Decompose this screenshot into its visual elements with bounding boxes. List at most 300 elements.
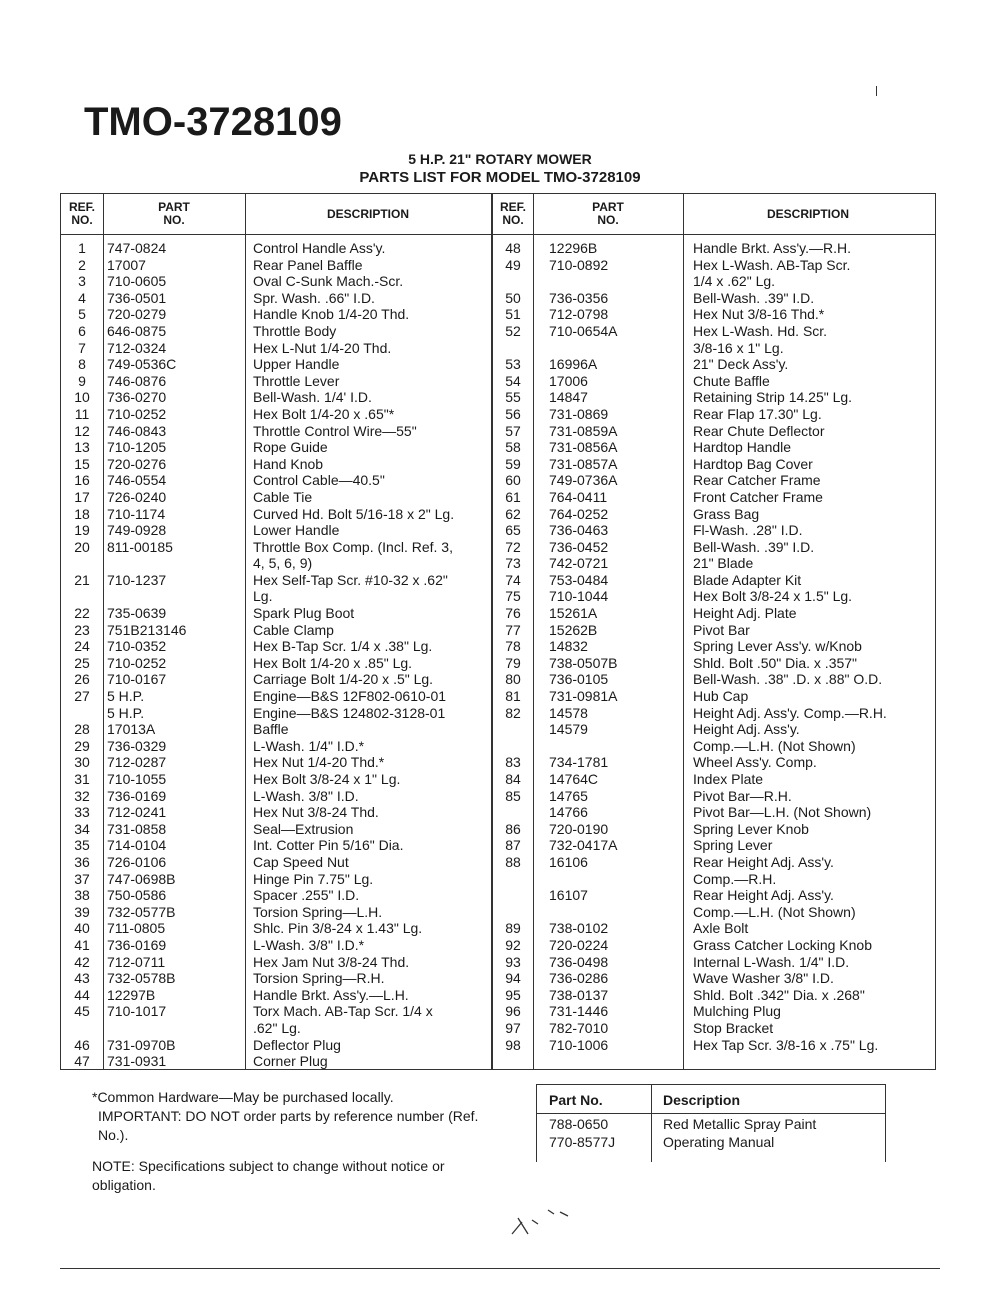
- part-no: 711-0805: [107, 920, 166, 937]
- table-row: [61, 804, 491, 821]
- table-row: [493, 306, 935, 323]
- description: Comp.—R.H.: [693, 870, 777, 887]
- part-no: 731-0859A: [549, 422, 618, 439]
- table-row: [493, 854, 935, 871]
- ref-no: 94: [505, 970, 521, 987]
- part-no: 731-0869: [549, 405, 609, 422]
- description: Control Handle Ass'y.: [253, 240, 386, 256]
- ref-no: 26: [74, 671, 90, 688]
- ref-no: 53: [505, 356, 521, 373]
- ref-no: 28: [74, 721, 90, 738]
- table-row: [493, 1003, 935, 1020]
- table-header: [61, 194, 491, 235]
- table-row: [61, 721, 491, 738]
- parts-rows-right: [493, 240, 935, 1053]
- extras-description: Red Metallic Spray Paint: [663, 1116, 817, 1132]
- part-no: 14579: [549, 721, 588, 738]
- part-no: 720-0224: [549, 936, 609, 953]
- ref-no: 38: [74, 887, 90, 904]
- table-row: [61, 340, 491, 357]
- description: Hex Nut 3/8-24 Thd.: [253, 804, 379, 821]
- description-header: [683, 194, 933, 234]
- table-row: [493, 688, 935, 705]
- description: Grass Bag: [693, 505, 760, 522]
- part-no: 710-0352: [107, 638, 167, 655]
- ref-no: 95: [505, 986, 521, 1003]
- part-no: 738-0507B: [549, 654, 618, 671]
- part-no: 764-0252: [549, 505, 609, 522]
- part-header-line2: NO.: [597, 213, 619, 227]
- ref-no: 29: [74, 737, 90, 754]
- table-row: [61, 356, 491, 373]
- table-header: [493, 194, 935, 235]
- part-no: 710-0605: [107, 273, 167, 290]
- table-row: [61, 887, 491, 904]
- description: Pivot Bar—L.H. (Not Shown): [693, 804, 872, 821]
- ref-no: 44: [74, 986, 90, 1003]
- description: Pivot Bar: [693, 621, 750, 638]
- part-no: 731-0857A: [549, 455, 618, 472]
- table-row: [61, 389, 491, 406]
- table-row: [61, 406, 491, 423]
- ref-header-line2: NO.: [502, 213, 524, 227]
- ref-no: 84: [505, 771, 521, 787]
- ref-no: 76: [505, 605, 521, 622]
- description: Hex Nut 1/4-20 Thd.*: [253, 754, 385, 771]
- description: Spark Plug Boot: [253, 605, 355, 622]
- ref-no: 92: [505, 936, 521, 953]
- description: Rear Panel Baffle: [253, 256, 363, 273]
- description: Seal—Extrusion: [253, 820, 354, 837]
- ref-no: 86: [505, 820, 521, 837]
- table-row: [493, 572, 935, 589]
- extras-part-no: 770-8577J: [549, 1134, 616, 1150]
- description: 3/8-16 x 1" Lg.: [693, 339, 784, 356]
- ref-no: 11: [74, 405, 90, 422]
- part-no: 746-0554: [107, 472, 167, 489]
- part-no: 747-0824: [107, 240, 167, 256]
- table-row: [61, 572, 491, 589]
- table-row: [61, 273, 491, 290]
- ref-no: 40: [74, 920, 90, 937]
- part-no: 17006: [549, 372, 588, 389]
- table-row: [493, 887, 935, 904]
- description: Cable Tie: [253, 488, 313, 505]
- table-row: [61, 240, 491, 257]
- description: Hex Nut 3/8-16 Thd.*: [693, 306, 825, 323]
- table-row: [493, 837, 935, 854]
- table-row: [61, 323, 491, 340]
- description: Stop Bracket: [693, 1019, 774, 1036]
- description: Rear Height Adj. Ass'y.: [693, 853, 834, 870]
- part-no: 782-7010: [549, 1019, 609, 1036]
- table-row: [493, 937, 935, 954]
- part-no: 746-0876: [107, 372, 167, 389]
- part-no: 16106: [549, 853, 588, 870]
- table-row: [493, 240, 935, 257]
- table-row: [537, 1134, 885, 1152]
- table-row: [61, 605, 491, 622]
- ref-no: 23: [74, 621, 90, 638]
- ref-no: 52: [505, 322, 521, 339]
- table-row: [61, 937, 491, 954]
- part-no: 12296B: [549, 240, 598, 256]
- table-row: [493, 738, 935, 755]
- part-no: 646-0875: [107, 322, 167, 339]
- part-no: 742-0721: [549, 555, 609, 572]
- part-no: 712-0798: [549, 306, 609, 323]
- ref-no: 97: [505, 1019, 521, 1036]
- ref-no: 37: [74, 870, 90, 887]
- table-row: [493, 904, 935, 921]
- table-row: [61, 954, 491, 971]
- table-row: [493, 788, 935, 805]
- part-no: 736-0270: [107, 389, 167, 406]
- description: Handle Brkt. Ass'y.—L.H.: [253, 986, 409, 1003]
- description: Spring Lever Ass'y. w/Knob: [693, 638, 862, 655]
- description: Hex Bolt 1/4-20 x .65"*: [253, 405, 395, 422]
- footnote-hardware: [92, 1088, 482, 1145]
- table-row: [493, 771, 935, 788]
- description: .62" Lg.: [253, 1019, 301, 1036]
- part-no: 720-0279: [107, 306, 167, 323]
- table-row: [493, 754, 935, 771]
- extras-table-header: [537, 1085, 885, 1114]
- table-row: [61, 771, 491, 788]
- part-no: 736-0329: [107, 737, 167, 754]
- ref-no: 20: [74, 538, 90, 555]
- table-row: [493, 671, 935, 688]
- part-no: 710-1017: [107, 1003, 167, 1020]
- part-no: 726-0240: [107, 488, 167, 505]
- description: Mulching Plug: [693, 1003, 781, 1020]
- table-row: [61, 970, 491, 987]
- table-row: [61, 539, 491, 556]
- part-no: 14832: [549, 638, 588, 655]
- description: Comp.—L.H. (Not Shown): [693, 737, 856, 754]
- ref-no: 57: [505, 422, 521, 439]
- ref-no: 18: [74, 505, 90, 522]
- part-no: 14766: [549, 804, 588, 821]
- ref-no: 61: [505, 488, 521, 505]
- description: Rope Guide: [253, 439, 328, 456]
- description: Bell-Wash. .38" .D. x .88" O.D.: [693, 671, 883, 688]
- description: Handle Knob 1/4-20 Thd.: [253, 306, 410, 323]
- ref-no: 54: [505, 372, 521, 389]
- table-row: [493, 588, 935, 605]
- description: Rear Flap 17.30" Lg.: [693, 405, 822, 422]
- ref-no: 12: [74, 422, 90, 439]
- ref-no: 10: [74, 389, 90, 406]
- description: Corner Plug: [253, 1053, 328, 1070]
- part-no: 736-0463: [549, 522, 609, 539]
- description: L-Wash. 3/8" I.D.*: [253, 936, 365, 953]
- ref-no: 27: [74, 688, 90, 705]
- part-no: 710-0654A: [549, 322, 618, 339]
- description: Height Adj. Plate: [693, 605, 797, 622]
- part-no: 735-0639: [107, 605, 167, 622]
- description-header: [245, 194, 491, 234]
- description: Blade Adapter Kit: [693, 571, 802, 588]
- table-row: [493, 1037, 935, 1054]
- description: Wheel Ass'y. Comp.: [693, 754, 817, 771]
- ref-no: 13: [74, 439, 90, 456]
- table-row: [493, 472, 935, 489]
- table-row: [61, 854, 491, 871]
- table-row: [493, 373, 935, 390]
- ref-no: 45: [74, 1003, 90, 1020]
- part-no: 736-0501: [107, 289, 167, 306]
- part-no: 710-1006: [549, 1036, 609, 1053]
- ref-no: 73: [505, 555, 521, 572]
- description: Hex L-Nut 1/4-20 Thd.: [253, 339, 392, 356]
- ref-header-line1: REF.: [499, 200, 526, 214]
- description: Control Cable—40.5": [253, 472, 385, 489]
- description: Hex Tap Scr. 3/8-16 x .75" Lg.: [693, 1036, 879, 1053]
- ref-no: 31: [74, 771, 90, 787]
- ref-no: 34: [74, 820, 90, 837]
- part-no: 738-0137: [549, 986, 609, 1003]
- description: Height Adj. Ass'y. Comp.—R.H.: [693, 704, 887, 721]
- description: Bell-Wash. 1/4' I.D.: [253, 389, 372, 406]
- description: Index Plate: [693, 771, 764, 787]
- ref-no: 96: [505, 1003, 521, 1020]
- table-row: [61, 489, 491, 506]
- ref-no: 21: [74, 571, 90, 588]
- description: Hinge Pin 7.75" Lg.: [253, 870, 374, 887]
- description: Internal L-Wash. 1/4" I.D.: [693, 953, 850, 970]
- ref-no: 79: [505, 654, 521, 671]
- description: Height Adj. Ass'y.: [693, 721, 800, 738]
- extras-part-no-header: Part No.: [549, 1092, 603, 1108]
- ref-no: 15: [74, 455, 90, 472]
- description: Hex L-Wash. Hd. Scr.: [693, 322, 828, 339]
- ref-no: 41: [74, 936, 90, 953]
- description: Torx Mach. AB-Tap Scr. 1/4 x: [253, 1003, 433, 1020]
- ref-no: 62: [505, 505, 521, 522]
- part-no: 16996A: [549, 356, 598, 373]
- description: Rear Chute Deflector: [693, 422, 825, 439]
- table-row: [61, 671, 491, 688]
- table-row: [61, 738, 491, 755]
- part-no: 731-0856A: [549, 439, 618, 456]
- ref-no: 59: [505, 455, 521, 472]
- table-row: [61, 306, 491, 323]
- ref-no: 7: [78, 339, 86, 356]
- description: Hardtop Handle: [693, 439, 792, 456]
- part-no: 736-0169: [107, 787, 167, 804]
- part-no: 736-0498: [549, 953, 609, 970]
- part-no: 710-1237: [107, 571, 167, 588]
- table-row: [493, 456, 935, 473]
- ref-no: 8: [78, 356, 86, 373]
- table-row: [493, 821, 935, 838]
- table-row: [61, 837, 491, 854]
- part-no: 17007: [107, 256, 146, 273]
- table-row: [61, 588, 491, 605]
- description: Hex L-Wash. AB-Tap Scr.: [693, 256, 851, 273]
- description: Rear Catcher Frame: [693, 472, 821, 489]
- extras-table: [536, 1084, 886, 1162]
- description: Engine—B&S 124802-3128-01: [253, 704, 446, 721]
- extras-part-no: 788-0650: [549, 1116, 609, 1132]
- part-no-header: [103, 194, 245, 234]
- part-no: 746-0843: [107, 422, 167, 439]
- description: L-Wash. 3/8" I.D.: [253, 787, 359, 804]
- ref-no: 2: [78, 256, 86, 273]
- mower-subtitle: 5 H.P. 21" ROTARY MOWER: [408, 151, 592, 167]
- description: Hex B-Tap Scr. 1/4 x .38" Lg.: [253, 638, 433, 655]
- ref-no: 72: [505, 538, 521, 555]
- table-row: [493, 605, 935, 622]
- part-no: 720-0276: [107, 455, 167, 472]
- description: 1/4 x .62" Lg.: [693, 273, 776, 290]
- part-no: 732-0577B: [107, 903, 176, 920]
- description: Hex Bolt 1/4-20 x .85" Lg.: [253, 654, 413, 671]
- table-row: [493, 705, 935, 722]
- table-row: [61, 705, 491, 722]
- description: Lower Handle: [253, 522, 340, 539]
- table-row: [61, 1020, 491, 1037]
- part-no: 731-0981A: [549, 688, 618, 705]
- description: Rear Height Adj. Ass'y.: [693, 887, 834, 904]
- part-no: 749-0928: [107, 522, 167, 539]
- description: Comp.—L.H. (Not Shown): [693, 903, 856, 920]
- table-row: [61, 1053, 491, 1070]
- description: Wave Washer 3/8" I.D.: [693, 970, 834, 987]
- description-header-text: DESCRIPTION: [766, 206, 849, 221]
- part-no-header: [533, 194, 683, 234]
- description: Hardtop Bag Cover: [693, 455, 813, 472]
- description: 4, 5, 6, 9): [253, 555, 313, 572]
- description: Throttle Body: [253, 322, 337, 339]
- part-no: 16107: [549, 887, 588, 904]
- description: Carriage Bolt 1/4-20 x .5" Lg.: [253, 671, 434, 688]
- extras-description: Operating Manual: [663, 1134, 775, 1150]
- table-row: [61, 456, 491, 473]
- ref-no: 32: [74, 787, 90, 804]
- table-row: [537, 1116, 885, 1134]
- parts-table-right: [493, 194, 935, 1069]
- description: Cap Speed Nut: [253, 853, 349, 870]
- table-row: [493, 356, 935, 373]
- important-note: IMPORTANT: DO NOT order parts by reference number (Ref. No.).: [98, 1108, 479, 1143]
- ref-no: 49: [505, 256, 521, 273]
- ref-no: 82: [505, 704, 521, 721]
- description: Fl-Wash. .28" I.D.: [693, 522, 803, 539]
- description-header-text: DESCRIPTION: [326, 206, 409, 221]
- part-no: 731-0858: [107, 820, 167, 837]
- ref-no: 78: [505, 638, 521, 655]
- description: Cable Clamp: [253, 621, 334, 638]
- description: Throttle Control Wire—55": [253, 422, 417, 439]
- ref-no: 51: [505, 306, 521, 323]
- part-no: 732-0417A: [549, 837, 618, 854]
- parts-table-left: [61, 194, 493, 1069]
- parts-table: [60, 193, 936, 1070]
- part-no: 736-0286: [549, 970, 609, 987]
- part-no: 720-0190: [549, 820, 609, 837]
- table-row: [61, 754, 491, 771]
- description: Throttle Lever: [253, 372, 340, 389]
- description: Oval C-Sunk Mach.-Scr.: [253, 273, 404, 290]
- part-no: 753-0484: [549, 571, 609, 588]
- description: 21" Blade: [693, 555, 754, 572]
- table-row: [61, 655, 491, 672]
- part-no: 5 H.P.: [107, 688, 145, 705]
- table-row: [493, 920, 935, 937]
- part-header-line1: PART: [592, 200, 624, 214]
- table-row: [61, 638, 491, 655]
- ref-no: 75: [505, 588, 521, 605]
- ref-no: 80: [505, 671, 521, 688]
- part-no: 726-0106: [107, 853, 167, 870]
- ref-header-line2: NO.: [71, 213, 93, 227]
- part-no: 749-0736A: [549, 472, 618, 489]
- ref-no: 1: [78, 240, 86, 256]
- description: Torsion Spring—L.H.: [253, 903, 383, 920]
- description: Shlc. Pin 3/8-24 x 1.43" Lg.: [253, 920, 423, 937]
- part-no: 736-0356: [549, 289, 609, 306]
- table-row: [493, 804, 935, 821]
- table-row: [61, 987, 491, 1004]
- part-no: 736-0452: [549, 538, 609, 555]
- ref-no: 93: [505, 953, 521, 970]
- table-row: [493, 406, 935, 423]
- part-no: 764-0411: [549, 488, 608, 505]
- part-no: 747-0698B: [107, 870, 176, 887]
- description: Hex Jam Nut 3/8-24 Thd.: [253, 953, 410, 970]
- part-no: 712-0241: [107, 804, 167, 821]
- description: Shld. Bolt .50" Dia. x .357": [693, 654, 858, 671]
- ref-no: 42: [74, 953, 90, 970]
- extras-description-header: Description: [663, 1092, 741, 1108]
- ref-no: 74: [505, 571, 521, 588]
- table-row: [493, 389, 935, 406]
- table-row: [493, 987, 935, 1004]
- table-row: [61, 1003, 491, 1020]
- part-no: 14847: [549, 389, 588, 406]
- margin-mark: [876, 86, 877, 96]
- part-no: 5 H.P.: [107, 704, 145, 721]
- table-row: [493, 871, 935, 888]
- table-row: [61, 522, 491, 539]
- part-no: 732-0578B: [107, 970, 176, 987]
- table-row: [61, 472, 491, 489]
- bottom-rule: [60, 1268, 940, 1269]
- ref-no: 24: [74, 638, 90, 655]
- part-no: 14764C: [549, 771, 599, 787]
- table-row: [493, 655, 935, 672]
- ref-no: 83: [505, 754, 521, 771]
- table-row: [61, 871, 491, 888]
- table-row: [493, 423, 935, 440]
- description: Spring Lever Knob: [693, 820, 809, 837]
- parts-list-title: PARTS LIST FOR MODEL TMO-3728109: [359, 169, 641, 186]
- part-no: 712-0324: [107, 339, 167, 356]
- description: Hex Bolt 3/8-24 x 1.5" Lg.: [693, 588, 853, 605]
- table-row: [61, 904, 491, 921]
- handwritten-mark: [508, 1200, 578, 1240]
- table-row: [61, 290, 491, 307]
- ref-no: 16: [74, 472, 90, 489]
- parts-rows-left: [61, 240, 491, 1070]
- ref-no: 22: [74, 605, 90, 622]
- ref-no: 47: [74, 1053, 90, 1070]
- part-no: 710-0892: [549, 256, 609, 273]
- table-row: [493, 489, 935, 506]
- ref-no: 85: [505, 787, 521, 804]
